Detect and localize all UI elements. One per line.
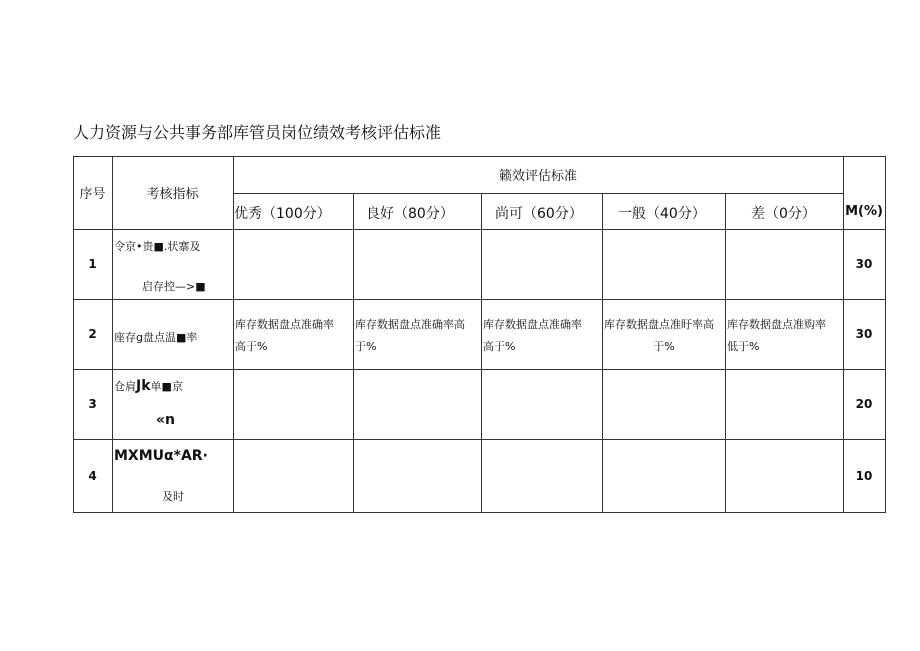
row-1-indicator-line2: 启存控—>■ (142, 280, 206, 293)
row-2-number: 2 (88, 327, 97, 341)
row-1-weight: 30 (855, 257, 873, 271)
grade-excellent: 优秀（100分） (234, 206, 331, 222)
row-3-weight: 20 (855, 397, 873, 411)
row-4-number: 4 (88, 468, 97, 483)
row-2-weight: 30 (855, 327, 873, 341)
header-indicator: 考核指标 (146, 187, 199, 202)
grade-poor: 差（0分） (751, 206, 816, 222)
row-4-weight: 10 (855, 468, 873, 483)
row-3-indicator-line2: «n (156, 412, 176, 428)
row-1-indicator-line1: 令京•贵■.状寨及 (114, 240, 201, 253)
row-4-indicator-line1: MXMUα*AR· (114, 448, 208, 464)
grade-average: 一般（40分） (618, 206, 706, 222)
row-2-standard-poor: 库存数据盘点准购率 低于% (727, 318, 826, 353)
row-3-indicator: 仓肩Jk单■京 (114, 378, 183, 394)
row-3-number: 3 (88, 397, 97, 411)
grade-good: 良好（80分） (366, 206, 454, 222)
header-weight: M(%) (845, 203, 883, 219)
row-2-standard-excellent: 库存数据盘点准确率 高于% (235, 318, 334, 353)
grade-fair: 尚可（60分） (495, 206, 583, 222)
row-2-standard-average: 库存数据盘点准盱率高 于% (604, 318, 714, 353)
row-2-indicator: 座存g盘点温■率 (114, 331, 198, 344)
header-seq: 序号 (79, 187, 106, 202)
row-2-standard-fair: 库存数据盘点准确率 高于% (483, 318, 582, 353)
row-1-number: 1 (88, 257, 97, 271)
header-criteria: 籁效评估标准 (498, 169, 577, 184)
row-2-standard-good: 库存数据盘点准确率高 于% (355, 318, 465, 353)
row-4-indicator-line2: 及时 (162, 490, 184, 503)
document-title: 人力资源与公共事务部库管员岗位绩效考核评估标准 (73, 123, 442, 142)
